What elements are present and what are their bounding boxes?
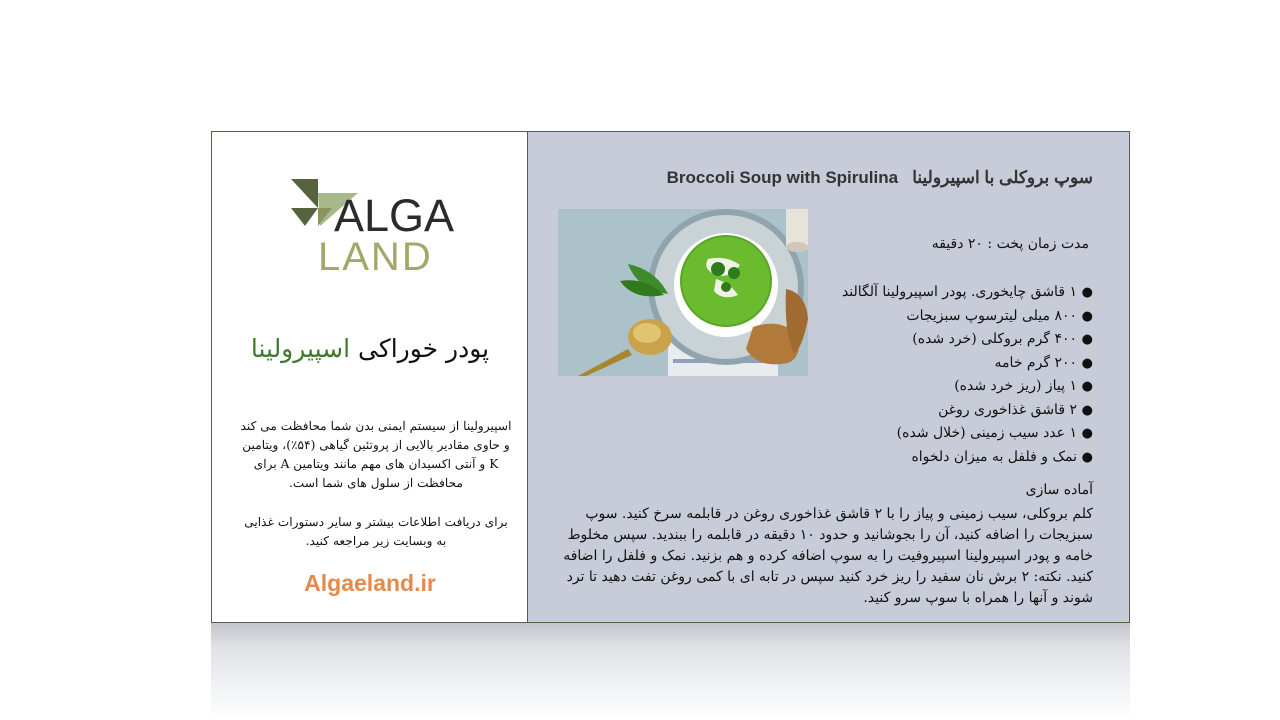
bullet-icon: ● xyxy=(1081,355,1093,371)
recipe-title-en: Broccoli Soup with Spirulina xyxy=(666,168,899,187)
ingredient-text: ۲۰۰ گرم خامه xyxy=(994,354,1077,371)
more-info-text: برای دریافت اطلاعات بیشتر و سایر دستورات غذایی به وبسایت زیر مراجعه کنید. xyxy=(244,515,508,548)
ingredient-text: ۸۰۰ میلی لیترسوپ سبزیجات xyxy=(906,307,1077,324)
ingredient-text: ۱ پیاز (ریز خرد شده) xyxy=(954,378,1077,394)
algaland-logo xyxy=(288,176,458,276)
recipe-title xyxy=(667,168,1093,188)
list-item xyxy=(842,422,1093,446)
ingredient-text: نمک و فلفل به میزان دلخواه xyxy=(911,448,1077,465)
list-item xyxy=(842,446,1093,470)
list-item xyxy=(842,399,1093,423)
bullet-icon: ● xyxy=(1081,449,1093,465)
recipe-panel xyxy=(528,132,1129,622)
logo-leaf-dark xyxy=(291,179,318,208)
broccoli-soup-photo xyxy=(558,209,808,376)
logo-leaf-dark-2 xyxy=(291,208,318,226)
list-item xyxy=(842,305,1093,329)
bullet-icon: ● xyxy=(1081,402,1093,418)
ingredient-text: ۴۰۰ گرم بروکلی (خرد شده) xyxy=(912,331,1077,347)
preparation-text: کلم بروکلی، سیب زمینی و پیاز را با ۲ قاشق غذاخوری روغن در قابلمه سرخ کنید. سوپ سبزیجات را اضافه کنید، آن را بجوشانید و حدود ۱۰ دقیقه در قابلمه را ببندید. سپس مخلوط خامه و پودر اسپیرولینا اسپیروفیت را به سوپ اضافه کرده و هم بزنید. نمک و فلفل را اضافه کنید. نکته: ۲ برش نان سفید را ریز خرد کنید سپس در تابه ای با کمی روغن تفت دهید تا ترد شوند و آنها را همراه با سوپ سرو کنید. xyxy=(563,506,1093,606)
preparation-heading: آماده سازی xyxy=(1025,482,1093,498)
recipe-title-fa: سوپ بروکلی با اسپیرولینا xyxy=(912,168,1093,187)
ingredient-text: ۱ عدد سیب زمینی (خلال شده) xyxy=(896,425,1077,441)
logo-text-bottom: LAND xyxy=(318,235,433,276)
cook-time: مدت زمان پخت : ۲۰ دقیقه xyxy=(931,236,1089,252)
product-description: اسپیرولینا از سیستم ایمنی بدن شما محافظت می کند و حاوی مقادیر بالایی از پروتئین گیاهی (۵۴٪)، ویتامین K و آنتی اکسیدان های مهم مانند ویتامین A برای محافظت از سلول های شما است. xyxy=(240,419,512,490)
bullet-icon: ● xyxy=(1081,308,1093,324)
product-title-main: پودر خوراکی xyxy=(357,334,490,363)
brand-panel xyxy=(212,132,528,622)
ingredients-list xyxy=(842,281,1093,469)
logo-text-top: ALGA xyxy=(334,190,455,241)
bullet-icon: ● xyxy=(1081,332,1093,347)
ingredient-text: ۲ قاشق غذاخوری روغن xyxy=(938,401,1077,418)
bullet-icon: ● xyxy=(1081,285,1093,300)
bullet-icon: ● xyxy=(1081,379,1093,394)
list-item xyxy=(842,375,1093,399)
card-reflection xyxy=(211,623,1130,720)
list-item xyxy=(842,328,1093,352)
ingredient-text: ۱ قاشق چایخوری. پودر اسپیرولینا آلگالند xyxy=(841,284,1077,300)
list-item xyxy=(842,281,1093,305)
product-title xyxy=(212,334,528,363)
list-item xyxy=(842,352,1093,376)
recipe-card xyxy=(211,131,1130,623)
bullet-icon: ● xyxy=(1081,426,1093,441)
website-link[interactable]: Algaeland.ir xyxy=(304,570,436,596)
product-title-accent: اسپیرولینا xyxy=(250,334,351,363)
